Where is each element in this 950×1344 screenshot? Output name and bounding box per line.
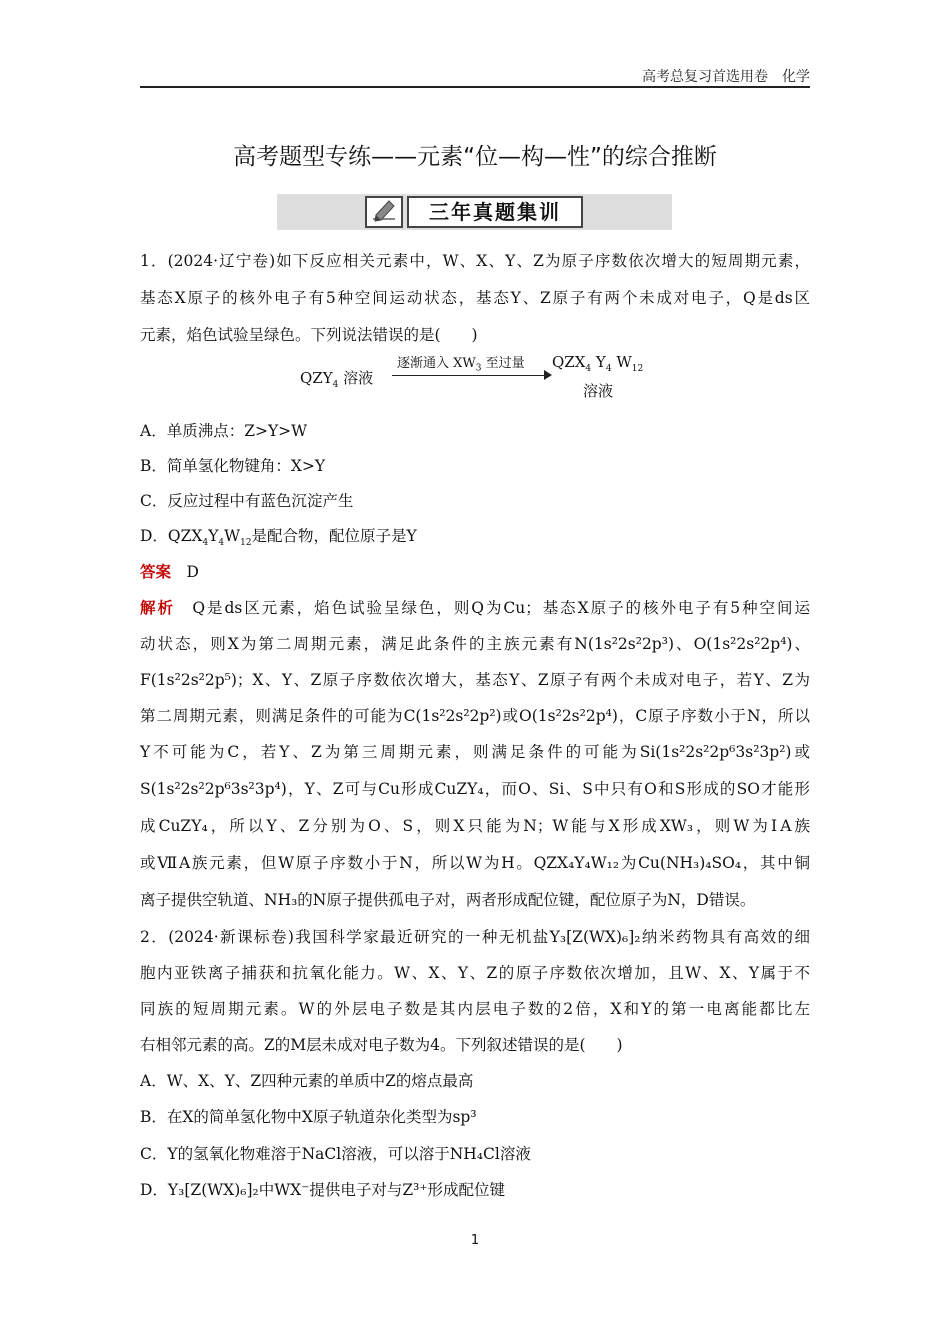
q1-answer bbox=[140, 561, 810, 583]
q2-option-d: D．Y₃[Z(WX)₆]₂中WX⁻提供电子对与Z³⁺形成配位键 bbox=[140, 1181, 506, 1199]
analysis-label: 解析 bbox=[140, 599, 175, 617]
q1-analysis-3: F(1s²2s²2p⁵)；X、Y、Z原子序数依次增大，基态Y、Z原子有两个未成对电子，若Y、Z为 bbox=[140, 671, 810, 689]
q1-analysis-7: 成CuZY₄，所以Y、Z分别为O、S，则X只能为N；W能与X形成XW₃，则W为ⅠA族 bbox=[140, 817, 810, 835]
q2-line-1: 2．(2024·新课标卷)我国科学家最近研究的一种无机盐Y₃[Z(WX)₆]₂纳米药物具有高效的细 bbox=[140, 928, 810, 946]
q1-line-1: 1．(2024·辽宁卷)如下反应相关元素中，W、X、Y、Z为原子序数依次增大的短周期元素， bbox=[140, 252, 810, 270]
q2-line-4: 右相邻元素的高。Z的M层未成对电子数为4。下列叙述错误的是( ) bbox=[140, 1036, 623, 1054]
q1-line-3: 元素，焰色试验呈绿色。下列说法错误的是( ) bbox=[140, 326, 478, 344]
q1-analysis-4: 第二周期元素，则满足条件的可能为C(1s²2s²2p²)或O(1s²2s²2p⁴)，C原子序数小于N，所以 bbox=[140, 707, 810, 725]
reaction-formula bbox=[300, 352, 660, 402]
reaction-arrow bbox=[392, 375, 547, 376]
q1-analysis-1: 解析 Q是ds区元素，焰色试验呈绿色，则Q为Cu；基态X原子的核外电子有5种空间运 bbox=[140, 599, 810, 617]
q1-option-a: A．单质沸点：Z>Y>W bbox=[140, 422, 308, 440]
formula-reactant: $QZY_4$ 溶液 bbox=[300, 369, 374, 390]
q1-option-d: D．$QZX_4Y_4W_{12}$是配合物，配位原子是Y bbox=[140, 527, 417, 549]
formula-product: $QZX_4$ $Y_4$ $W_{12}$ bbox=[552, 353, 644, 374]
q1-analysis-6: S(1s²2s²2p⁶3s²3p⁴)，Y、Z可与Cu形成CuZY₄，而O、Si、S中只有O和S形成的SO才能形 bbox=[140, 780, 810, 798]
q1-line-2: 基态X原子的核外电子有5种空间运动状态，基态Y、Z原子有两个未成对电子，Q是ds区 bbox=[140, 289, 810, 307]
pencil-icon bbox=[365, 196, 403, 228]
answer-value: D bbox=[186, 563, 199, 581]
q1-analysis-5: Y不可能为C，若Y、Z为第三周期元素，则满足条件的可能为Si(1s²2s²2p⁶3s²3p²)或 bbox=[140, 743, 810, 761]
q1-option-b: B．简单氢化物键角：X>Y bbox=[140, 457, 326, 475]
q2-option-b: B．在X的简单氢化物中X原子轨道杂化类型为sp³ bbox=[140, 1108, 477, 1126]
q1-option-c: C．反应过程中有蓝色沉淀产生 bbox=[140, 492, 354, 510]
formula-condition: 逐渐通入 $XW_3$ 至过量 bbox=[397, 356, 525, 374]
page-title: 高考题型专练——元素“位—构—性”的综合推断 bbox=[233, 144, 717, 170]
arrow-head-icon bbox=[544, 370, 552, 380]
q2-option-a: A．W、X、Y、Z四种元素的单质中Z的熔点最高 bbox=[140, 1072, 474, 1090]
q1-analysis-2: 动状态，则X为第二周期元素，满足此条件的主族元素有N(1s²2s²2p³)、O(1s²2s²2p⁴)、 bbox=[140, 635, 810, 653]
q1-analysis-9: 离子提供空轨道、NH₃的N原子提供孤电子对，两者形成配位键，配位原子为N，D错误。 bbox=[140, 891, 756, 909]
banner-label: 三年真题集训 bbox=[407, 196, 583, 228]
q1-analysis-8: 或ⅦA族元素，但W原子序数小于N，所以W为H。QZX₄Y₄W₁₂为Cu(NH₃)₄SO₄，其中铜 bbox=[140, 854, 810, 872]
q2-line-3: 同族的短周期元素。W的外层电子数是其内层电子数的2倍，X和Y的第一电离能都比左 bbox=[140, 1000, 810, 1018]
q2-line-2: 胞内亚铁离子捕获和抗氧化能力。W、X、Y、Z的原子序数依次增加，且W、X、Y属于不 bbox=[140, 964, 810, 982]
header-text: 高考总复习首选用卷 化学 bbox=[642, 69, 810, 85]
header-rule bbox=[140, 86, 810, 88]
page-number: 1 bbox=[470, 1233, 480, 1248]
formula-product-state: 溶液 bbox=[583, 382, 614, 400]
answer-label: 答案 bbox=[140, 563, 172, 581]
section-banner bbox=[277, 194, 672, 230]
q2-option-c: C．Y的氢氧化物难溶于NaCl溶液，可以溶于NH₄Cl溶液 bbox=[140, 1145, 531, 1163]
